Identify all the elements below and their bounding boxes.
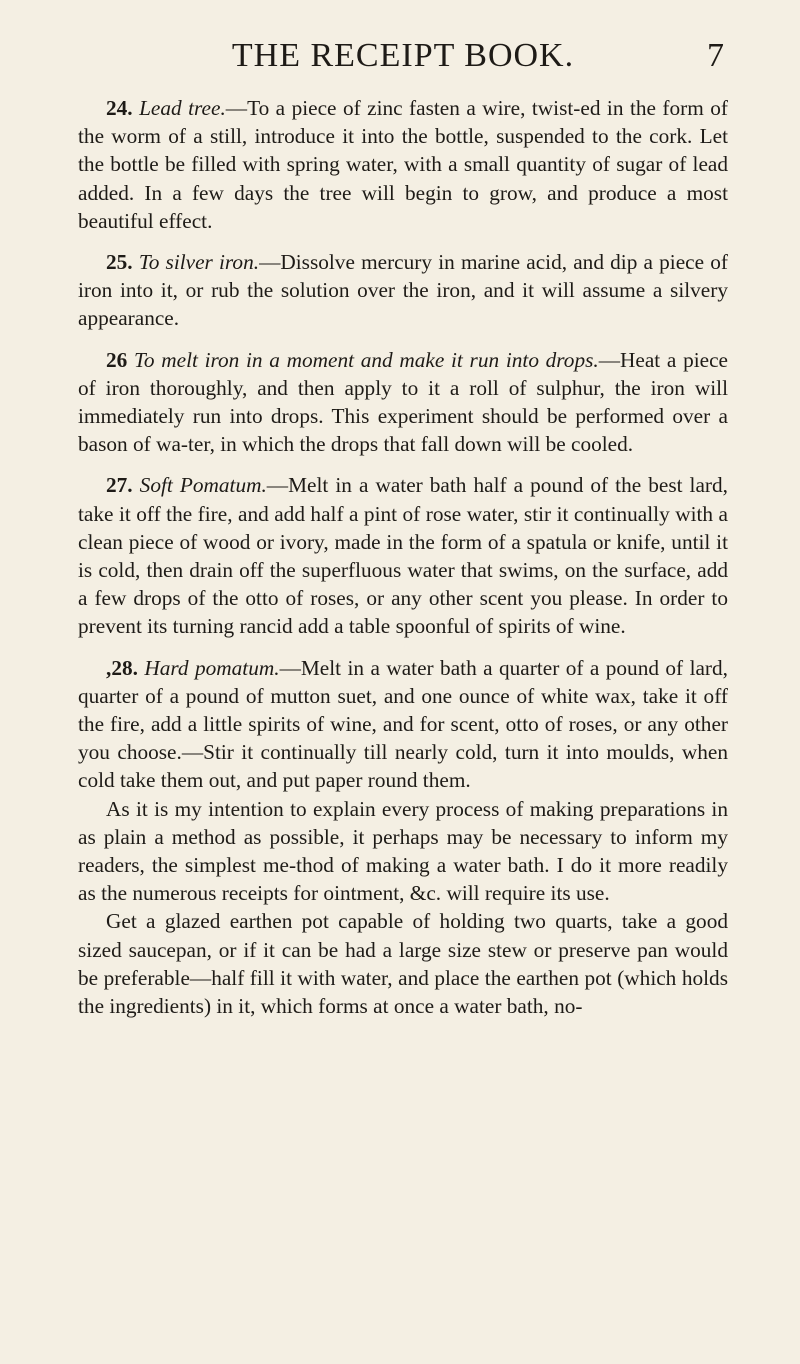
page-number: 7 [707,37,724,74]
recipe-heading: To silver iron. [138,250,260,275]
recipe-hard-pomatum [78,654,728,795]
recipe-heading: To melt iron in a moment and make it run into drops. [134,347,599,372]
recipe-text: —Dissolve mercury in marine acid, and dip a piece of iron into it, or rub the solution over the iron, and it will assume a silvery appearance. [78,250,728,331]
running-title: THE RECEIPT BOOK. [231,37,575,74]
recipe-melt-iron [78,346,728,459]
paragraph-text: Get a glazed earthen pot capable of holding two quarts, take a good sized saucepan, or if it can be had a large size stew or preserve pan would be preferable—half fill it with water, and place the earthen pot (which holds the ingredients) in it, which forms at once a water bath, no- [78,909,728,1019]
recipe-number: 24. [106,96,133,120]
recipe-soft-pomatum [78,471,728,640]
running-head [78,34,728,86]
recipe-number: 26 [106,347,128,372]
recipe-text: —To a piece of zinc fasten a wire, twist-ed in the form of the worm of a still, introduce it into the bottle, suspended to the cork. Let the bottle be filled with spring water, with a small quantity of sugar of lead added. In a few days the tree will begin to grow, and produce a most beautiful effect. [78,96,728,233]
recipe-text: —Melt in a water bath a quarter of a pound of lard, quarter of a pound of mutton suet, and one ounce of white wax, take it off the fire, add a little spirits of wine, and for scent, otto of roses, or any other you choose.—Stir it continually till nearly cold, turn it into moulds, when cold take them out, and put paper round them. [78,655,728,793]
recipe-number: 25. [106,250,133,275]
recipe-lead-tree [78,94,728,235]
body-text [78,94,728,1020]
water-bath-method [78,907,728,1020]
recipe-number: 27. [106,473,133,498]
recipe-text: —Heat a piece of iron thoroughly, and then apply to it a roll of sulphur, the iron will immediately run into drops. This experiment should be performed over a bason of wa-ter, in which the drops that fall down will be cooled. [78,347,728,457]
recipe-silver-iron [78,248,728,333]
recipe-heading: Lead tree. [139,96,226,120]
recipe-number: ,28. [106,655,138,680]
paragraph-text: As it is my intention to explain every process of making preparations in as plain a method as possible, it perhaps may be necessary to inform my readers, the simplest me-thod of making a water bath. I do it more readily as the numerous receipts for ointment, &c. will require its use. [78,796,728,906]
recipe-heading: Soft Pomatum. [139,473,267,498]
recipe-heading: Hard pomatum. [144,655,280,680]
water-bath-intro [78,795,728,908]
recipe-text: —Melt in a water bath half a pound of the best lard, take it off the fire, and add half a pint of rose water, stir it continually with a clean piece of wood or ivory, made in the form of a spatula or knife, until it is cold, then drain off the superfluous water that swims, on the surface, add a few drops of the otto of roses, or any other scent you please. In order to prevent its turning rancid add a table spoonful of spirits of wine. [78,473,728,639]
